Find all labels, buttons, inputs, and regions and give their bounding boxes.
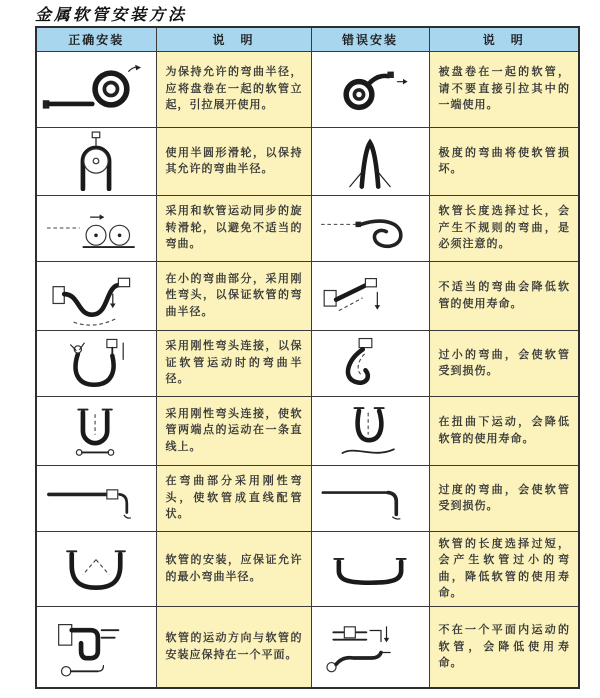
explanation-text: 在扭曲下运动，会降低软管的使用寿命。 — [438, 415, 570, 445]
wrong-explanation-cell — [429, 195, 579, 261]
explanation-text: 采用刚性弯头连接，使软管两端点的运动在一条直线上。 — [165, 406, 303, 453]
correct-image-cell — [36, 51, 156, 127]
improper-bend-illustration — [315, 266, 425, 326]
wrong-explanation-cell — [429, 330, 579, 396]
explanation-text: 软管的运动方向与软管的安装应保持在一个平面。 — [165, 631, 303, 661]
inline-endpoints-motion-illustration — [40, 401, 152, 461]
wrong-explanation-cell — [429, 465, 579, 531]
explanation-text: 过度的弯曲，会使软管受到损伤。 — [438, 482, 570, 512]
explanation-text: 在小的弯曲部分，采用刚性弯头，以保证软管的弯曲半径。 — [165, 271, 303, 318]
irregular-loop-illustration — [315, 199, 425, 257]
overbent-end-illustration — [315, 469, 425, 527]
table-row — [36, 51, 579, 127]
wrong-explanation-cell — [429, 396, 579, 465]
explanation-text: 采用和软管运动同步的旋转滑轮，以避免不适当的弯曲。 — [165, 204, 303, 251]
table-row — [36, 195, 579, 261]
correct-image-cell — [36, 465, 156, 531]
wrong-image-cell — [311, 51, 429, 127]
wrong-explanation-cell — [429, 261, 579, 330]
correct-explanation-cell — [156, 51, 311, 127]
too-small-bend-illustration — [315, 334, 425, 392]
table-row — [36, 531, 579, 606]
twisted-motion-illustration — [315, 401, 425, 461]
correct-image-cell — [36, 195, 156, 261]
explanation-text: 不在一个平面内运动的软管，会降低使用寿命。 — [438, 623, 570, 669]
wrong-explanation-cell — [429, 606, 579, 688]
too-short-hose-illustration — [315, 539, 425, 599]
correct-explanation-cell — [156, 330, 311, 396]
correct-image-cell — [36, 127, 156, 195]
explanation-text: 不适当的弯曲会降低软管的使用寿命。 — [438, 280, 570, 310]
table-row — [36, 396, 579, 465]
synchronized-rotating-pulleys-illustration — [40, 199, 152, 257]
correct-image-cell — [36, 330, 156, 396]
wrong-image-cell — [311, 127, 429, 195]
table-row — [36, 127, 579, 195]
wrong-image-cell — [311, 195, 429, 261]
explanation-text: 被盘卷在一起的软管，请不要直接引拉其中的一端使用。 — [438, 65, 570, 112]
correct-explanation-cell — [156, 127, 311, 195]
explanation-text: 极度的弯曲将使软管损坏。 — [438, 145, 570, 175]
correct-image-cell — [36, 606, 156, 688]
column-header-wrong-install: 错误安装 — [311, 27, 429, 51]
explanation-text: 软管长度选择过长，会产生不规则的弯曲，是必须注意的。 — [438, 204, 570, 251]
correct-explanation-cell — [156, 606, 311, 688]
correct-explanation-cell — [156, 531, 311, 606]
single-plane-installation-illustration — [40, 611, 152, 683]
wrong-image-cell — [311, 465, 429, 531]
column-header-explanation-1: 说 明 — [156, 27, 311, 51]
table-row — [36, 261, 579, 330]
explanation-text: 为保持允许的弯曲半径，应将盘卷在一起的软管立起，引拉展开使用。 — [165, 65, 303, 112]
extreme-bend-illustration — [315, 131, 425, 191]
table-row — [36, 330, 579, 396]
table-row — [36, 606, 579, 688]
semicircular-pulley-illustration — [40, 131, 152, 191]
explanation-text: 采用刚性弯头连接，以保证软管运动时的弯曲半径。 — [165, 339, 303, 386]
correct-image-cell — [36, 531, 156, 606]
correct-explanation-cell — [156, 396, 311, 465]
column-header-correct-install: 正确安装 — [36, 27, 156, 51]
wrong-image-cell — [311, 531, 429, 606]
explanation-text: 使用半圆形滑轮，以保持其允许的弯曲半径。 — [165, 145, 303, 175]
installation-method-table — [35, 26, 580, 689]
wrong-image-cell — [311, 606, 429, 688]
uncoiled-hose-standing-illustration — [40, 58, 152, 120]
minimum-bend-radius-u-illustration — [40, 539, 152, 599]
explanation-text: 软管的安装，应保证允许的最小弯曲半径。 — [165, 553, 303, 583]
table-row — [36, 465, 579, 531]
explanation-text: 过小的弯曲，会使软管受到损伤。 — [438, 347, 570, 377]
correct-explanation-cell — [156, 195, 311, 261]
wrong-explanation-cell — [429, 127, 579, 195]
straight-piping-with-elbow-illustration — [40, 469, 152, 527]
rigid-elbow-small-bend-illustration — [40, 266, 152, 326]
correct-image-cell — [36, 261, 156, 330]
wrong-explanation-cell — [429, 51, 579, 127]
correct-explanation-cell — [156, 465, 311, 531]
out-of-plane-motion-illustration — [315, 611, 425, 683]
wrong-image-cell — [311, 396, 429, 465]
wrong-image-cell — [311, 261, 429, 330]
correct-image-cell — [36, 396, 156, 465]
header-row — [36, 27, 579, 51]
explanation-text: 在弯曲部分采用刚性弯头，使软管成直线配管状。 — [165, 474, 303, 521]
coil-pulled-from-end-illustration — [315, 58, 425, 120]
explanation-text: 软管的长度选择过短，会产生软管过小的弯曲，降低软管的使用寿命。 — [438, 536, 570, 599]
page-title: 金属软管安装方法 — [35, 5, 188, 24]
correct-explanation-cell — [156, 261, 311, 330]
column-header-explanation-2: 说 明 — [429, 27, 579, 51]
wrong-image-cell — [311, 330, 429, 396]
rigid-elbow-u-connection-illustration — [40, 334, 152, 392]
wrong-explanation-cell — [429, 531, 579, 606]
